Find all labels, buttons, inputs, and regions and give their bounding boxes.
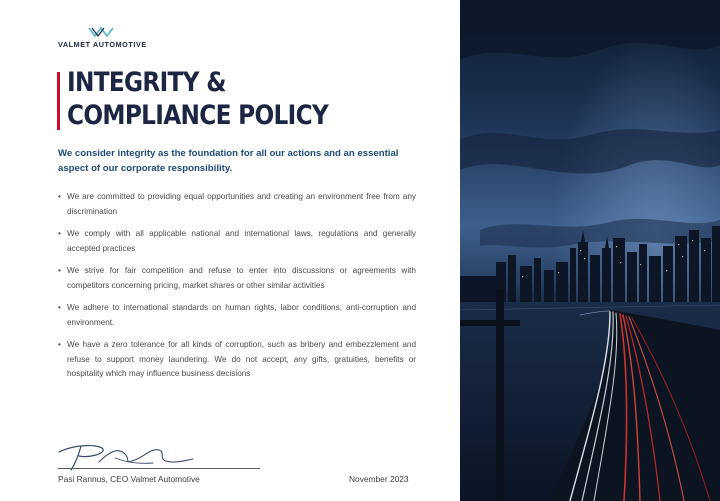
title-line-1: INTEGRITY & xyxy=(67,67,226,98)
policy-point: • We are committed to providing equal opportunities and creating an environment free from any discrimination xyxy=(58,190,416,219)
policy-date: November 2023 xyxy=(349,474,409,484)
page-title xyxy=(67,66,328,132)
brand-logo xyxy=(58,26,178,50)
policy-points-list xyxy=(58,190,416,390)
city-skyline-illustration xyxy=(460,0,720,501)
city-night-traffic-photo xyxy=(460,0,720,501)
signer-name: Pasi Rannus, CEO Valmet Automotive xyxy=(58,474,200,484)
title-line-2: COMPLIANCE POLICY xyxy=(67,100,329,131)
signature-line xyxy=(58,468,260,469)
policy-point: • We adhere to international standards on human rights, labor conditions, anti-corruption and environment. xyxy=(58,301,416,330)
policy-point: • We have a zero tolerance for all kinds of corruption, such as bribery and embezzlement and refuse to support money laundering. We do not accept, any gifts, gratuities, benefits or hospitality which may influence business decisions xyxy=(58,338,416,382)
policy-subtitle: We consider integrity as the foundation for all our actions and an essential aspect of our corporate responsibility. xyxy=(58,148,399,174)
policy-point: • We comply with all applicable national and international laws, regulations and generally accepted practices xyxy=(58,227,416,256)
policy-point: • We strive for fair competition and refuse to enter into discussions or agreements with competitors concerning pricing, market shares or other similar activities xyxy=(58,264,416,293)
valmet-logo-icon xyxy=(88,26,116,38)
title-accent-bar xyxy=(57,72,60,130)
brand-name: VALMET AUTOMOTIVE xyxy=(58,40,147,49)
